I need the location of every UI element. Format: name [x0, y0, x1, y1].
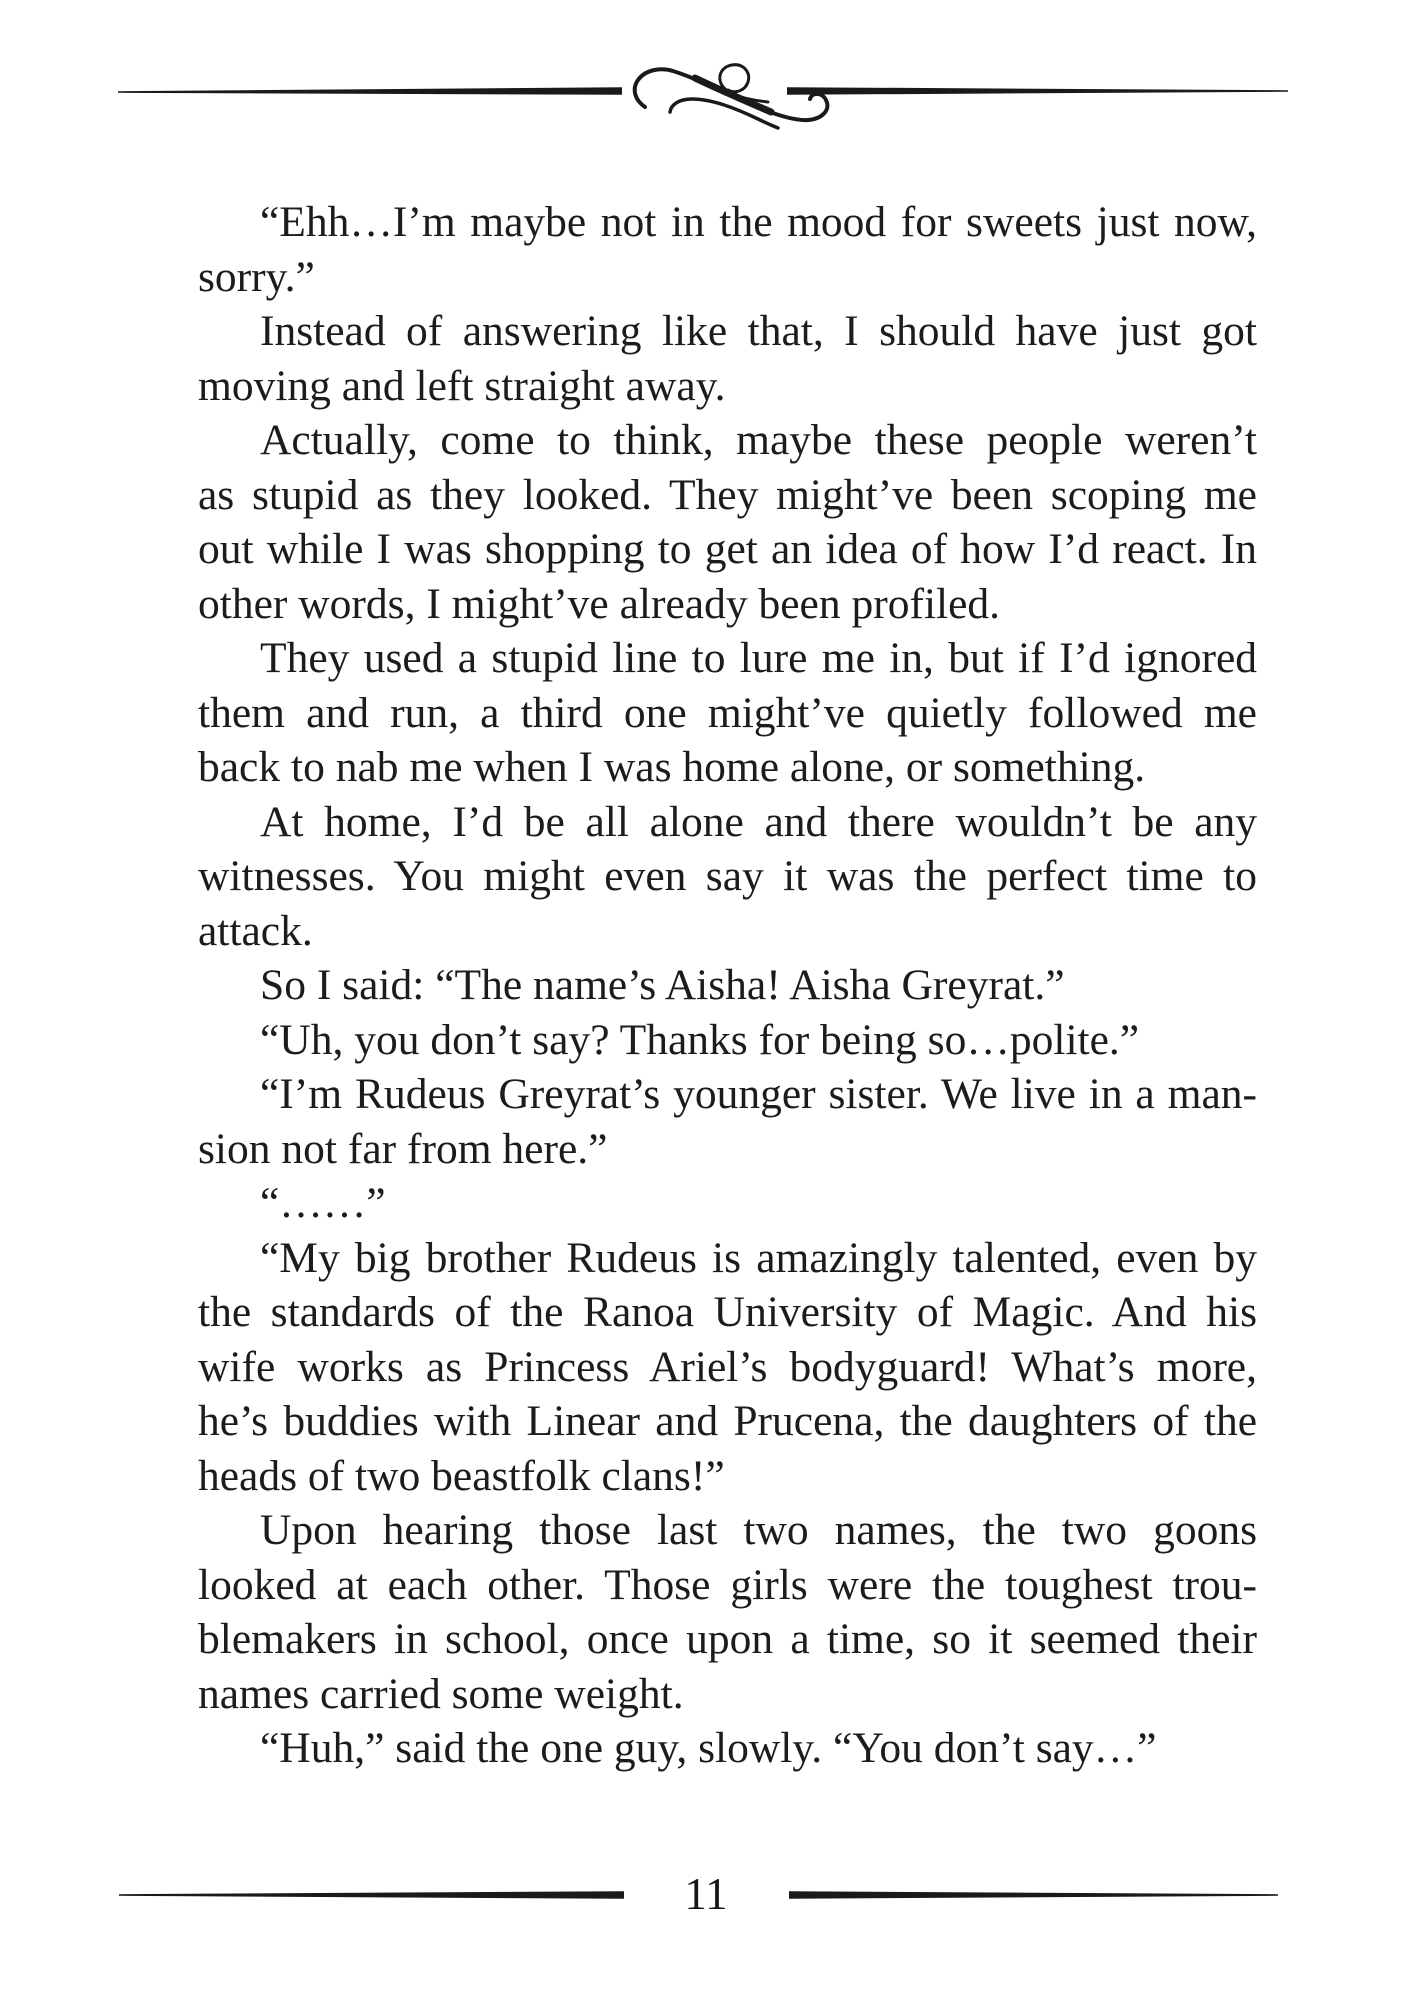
- paragraph: [198, 304, 1257, 413]
- paragraph: [198, 1067, 1257, 1176]
- text-block: [198, 195, 1257, 1776]
- left-rule: [118, 87, 622, 95]
- text-line: Actually, come to think, maybe these people weren’t: [260, 416, 1257, 464]
- text-line: blemakers in school, once upon a time, so it seemed their: [198, 1615, 1257, 1663]
- text-line: moving and left straight away.: [198, 361, 726, 410]
- text-line: them and run, a third one might’ve quietly followed me: [198, 688, 1257, 737]
- paragraph: [198, 958, 1257, 1013]
- text-line: “I’m Rudeus Greyrat’s younger sister. We live in a man-: [260, 1070, 1257, 1118]
- paragraph: [198, 1013, 1257, 1068]
- footer-left-rule: [119, 1891, 624, 1899]
- paragraph: [198, 631, 1257, 795]
- text-line: the standards of the Ranoa University of Magic. And his: [198, 1288, 1257, 1336]
- paragraph: [198, 1176, 1257, 1231]
- text-line: he’s buddies with Linear and Prucena, the daughters of the: [198, 1397, 1257, 1445]
- text-line: back to nab me when I was home alone, or something.: [198, 743, 1146, 791]
- paragraph: [198, 195, 1257, 304]
- text-line: At home, I’d be all alone and there wouldn’t be any: [260, 797, 1257, 846]
- text-line: sion not far from here.”: [198, 1124, 608, 1173]
- footer-right-rule: [789, 1891, 1278, 1899]
- text-line: heads of two beastfolk clans!”: [198, 1451, 725, 1500]
- text-line: names carried some weight.: [198, 1669, 684, 1718]
- paragraph: [198, 1721, 1257, 1776]
- text-line: “Uh, you don’t say? Thanks for being so…polite.”: [260, 1015, 1140, 1064]
- text-line: Upon hearing those last two names, the two goons: [260, 1506, 1257, 1554]
- text-line: “My big brother Rudeus is amazingly talented, even by: [260, 1233, 1257, 1282]
- page-number: 11: [684, 1869, 728, 1919]
- text-line: out while I was shopping to get an idea of how I’d react. In: [198, 525, 1257, 573]
- paragraph: [198, 1231, 1257, 1504]
- paragraph: [198, 413, 1257, 631]
- paragraph: [198, 1503, 1257, 1721]
- right-rule: [787, 87, 1288, 95]
- text-line: attack.: [198, 906, 313, 955]
- text-line: looked at each other. Those girls were the toughest trou-: [198, 1560, 1257, 1609]
- text-line: Instead of answering like that, I should have just got: [260, 307, 1257, 355]
- text-line: wife works as Princess Ariel’s bodyguard! What’s more,: [198, 1342, 1257, 1391]
- text-line: “Ehh…I’m maybe not in the mood for sweets just now,: [260, 198, 1257, 246]
- text-line: witnesses. You might even say it was the perfect time to: [198, 852, 1257, 900]
- text-line: as stupid as they looked. They might’ve been scoping me: [198, 470, 1257, 519]
- text-line: “Huh,” said the one guy, slowly. “You don’t say…”: [260, 1724, 1157, 1772]
- text-line: So I said: “The name’s Aisha! Aisha Greyrat.”: [260, 961, 1065, 1009]
- flourish-divider-icon: [110, 50, 1295, 145]
- calligraphic-swirl-icon: [635, 65, 828, 128]
- text-line: “……”: [260, 1179, 386, 1227]
- text-line: other words, I might’ve already been profiled.: [198, 579, 1001, 628]
- paragraph: [198, 795, 1257, 959]
- text-line: sorry.”: [198, 252, 315, 301]
- text-line: They used a stupid line to lure me in, but if I’d ignored: [260, 634, 1257, 682]
